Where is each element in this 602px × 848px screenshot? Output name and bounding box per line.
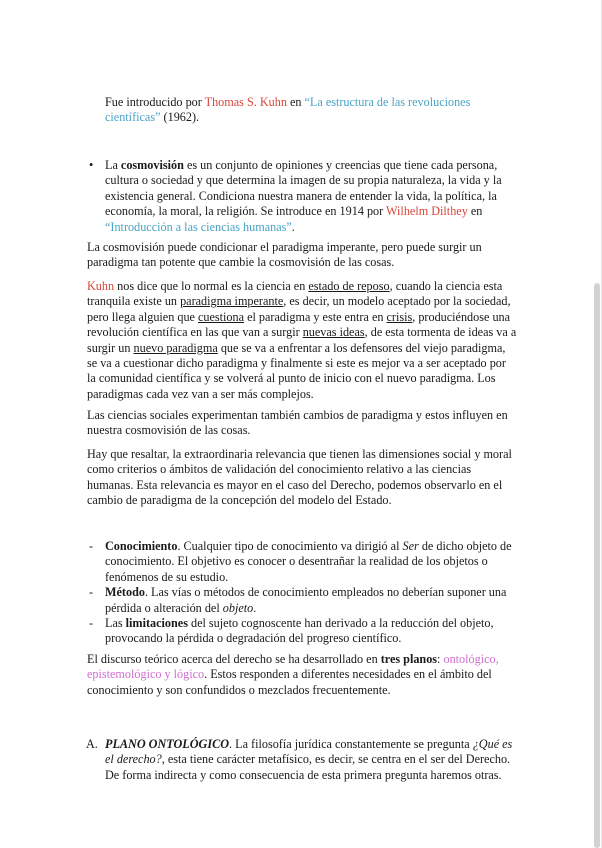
dash-marker: - <box>89 539 94 553</box>
work-title: “La estructura de las revoluciones científicas” <box>105 95 471 125</box>
section-a-title: PLANO ONTOLÓGICO <box>105 737 230 751</box>
vertical-scrollbar[interactable] <box>594 283 600 848</box>
relevance-paragraph: Hay que resaltar, la extraordinaria relevancia que tienen las dimensiones social y moral como criterios o ámbitos de validación del conocimiento relativo a las ciencias humanas. Esta relevancia es mayor en el caso del Derecho, podemos observarlo en el cambio de paradigma de la concepción del modelo del Estado. <box>87 447 512 508</box>
cosmovision-text: La cosmovisión es un conjunto de opiniones y creencias que tiene cada persona, cultura o sociedad y que determina la imagen de su propia naturaleza, la vida y la existencia general. Condiciona nuestra manera de entender la vida, la política, la economía, la moral, la religión. Se introduce en 1914 por Wilhelm Dilthey en “Introducción a las ciencias humanas”. <box>105 158 502 234</box>
kuhn-name: Kuhn <box>87 279 115 293</box>
list-item-limitaciones: - Las limitaciones del sujeto cognoscente han derivado a la reducción del objeto, provocando la pérdida o degradación del progreso científico. <box>89 616 494 646</box>
intro-paragraph: Fue introducido por Thomas S. Kuhn en “La estructura de las revoluciones científicas” (1962). <box>105 95 471 125</box>
section-a: A. PLANO ONTOLÓGICO. La filosofía jurídica constantemente se pregunta ¿Qué es el derecho?, esta tiene carácter metafísico, es decir, se centra en el ser del Derecho. De forma indirecta y como consecuencia de esta primera pregunta haremos otras. <box>86 737 513 782</box>
metodo-term: Método <box>105 585 145 600</box>
social-paragraph: Las ciencias sociales experimentan también cambios de paradigma y estos influyen en nuestra cosmovisión de las cosas. <box>87 408 508 438</box>
list-item-metodo: - Método. Las vías o métodos de conocimiento empleados no deberían suponer una pérdida o alteración del objeto. <box>89 585 507 615</box>
conocimiento-term: Conocimiento <box>105 539 178 553</box>
dash-list <box>89 539 518 647</box>
kuhn-paragraph: Kuhn nos dice que lo normal es la ciencia en estado de reposo, cuando la ciencia esta tranquila existe un paradigma imperante, es decir, un modelo aceptado por la sociedad, pero llega alguien que cuestiona el paradigma y este entra en crisis, produciéndose una revolución científica en las que van a surgir nuevas ideas, de esta tormenta de ideas va a surgir un nuevo paradigma que se va a enfrentar a los defensores del viejo paradigma, se va a cuestionar dicho paradigma y finalmente si este es mejor va a ser aceptado por la comunidad científica y se volverá al punto de inicio con el nuevo paradigma. Los paradigmas cada vez van a ser más complejos. <box>87 279 517 401</box>
limitaciones-term: limitaciones <box>125 616 188 631</box>
section-a-marker: A. <box>86 737 98 751</box>
dilthey-link: Wilhelm Dilthey <box>386 204 468 219</box>
dash-marker: - <box>89 585 94 600</box>
tres-planos-term: tres planos <box>380 652 438 666</box>
planos-paragraph: El discurso teórico acerca del derecho se ha desarrollado en tres planos: ontológico, epistemológico y lógico. Estos responden a diferentes necesidades en el ámbito del conocimiento y son confundidos o mezclados frecuentemente. <box>87 652 499 697</box>
section-a-question: ¿Qué es el derecho? <box>105 737 513 767</box>
dilthey-work-title: “Introducción a las ciencias humanas” <box>105 219 292 234</box>
bullet-marker: • <box>89 158 94 172</box>
list-item-conocimiento: - Conocimiento. Cualquier tipo de conocimiento va dirigió al Ser de dicho objeto de conocimiento. El objetivo es conocer o desentrañar la realidad de los objetos o fenómenos de su estudio. <box>89 539 512 584</box>
planos-list: ontológico, epistemológico y lógico <box>87 652 499 682</box>
author-link: Thomas S. Kuhn <box>204 95 287 109</box>
cosmovision-bullet <box>89 158 518 235</box>
cosmovision-term: cosmovisión <box>120 158 184 172</box>
dash-marker: - <box>89 616 94 631</box>
cosmovision-paragraph: La cosmovisión puede condicionar el paradigma imperante, pero puede surgir un paradigma tan potente que cambie la cosmovisión de las cosas. <box>87 240 482 270</box>
